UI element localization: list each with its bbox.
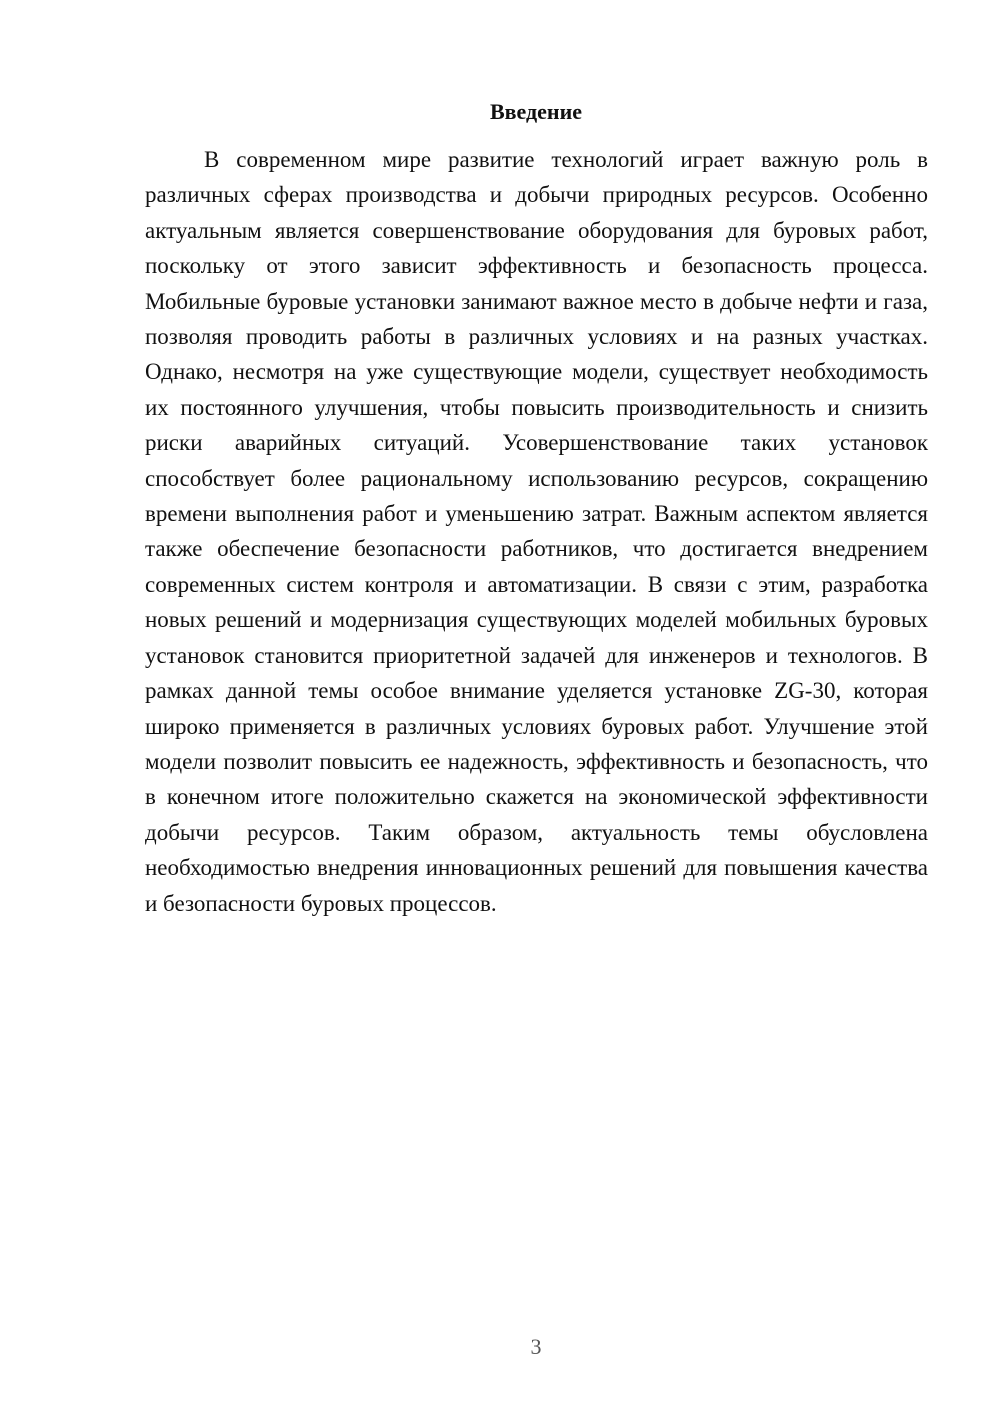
section-title: Введение bbox=[489, 99, 583, 124]
introduction-paragraph: В современном мире развитие технологий играет важную роль в различных сферах производства и добычи природных ресурсов. Особенно актуальным является совершенствование оборудования для буровых работ, поскольку от этого зависит эффективность и безопасность процесса. Мобильные буровые установки занимают важное место в добыче нефти и газа, позволяя проводить работы в различных условиях и на разных участках. Однако, несмотря на уже существующие модели, существует необходимость их постоянного улучшения, чтобы повысить производительность и снизить риски аварийных ситуаций. Усовершенствование таких установок способствует более рациональному использованию ресурсов, сокращению времени выполнения работ и уменьшению затрат. Важным аспектом является также обеспечение безопасности работников, что достигается внедрением современных систем контроля и автоматизации. В связи с этим, разработка новых решений и модернизация существующих моделей мобильных буровых установок становится приоритетной задачей для инженеров и технологов. В рамках данной темы особое внимание уделяется установке ZG-30, которая широко применяется в различных условиях буровых работ. Улучшение этой модели позволит повысить ее надежность, эффективность и безопасность, что в конечном итоге положительно скажется на экономической эффективности добычи ресурсов. Таким образом, актуальность темы обусловлена необходимостью внедрения инновационных решений для повышения качества и безопасности буровых процессов. bbox=[145, 147, 928, 916]
page-number: 3 bbox=[530, 1334, 542, 1359]
